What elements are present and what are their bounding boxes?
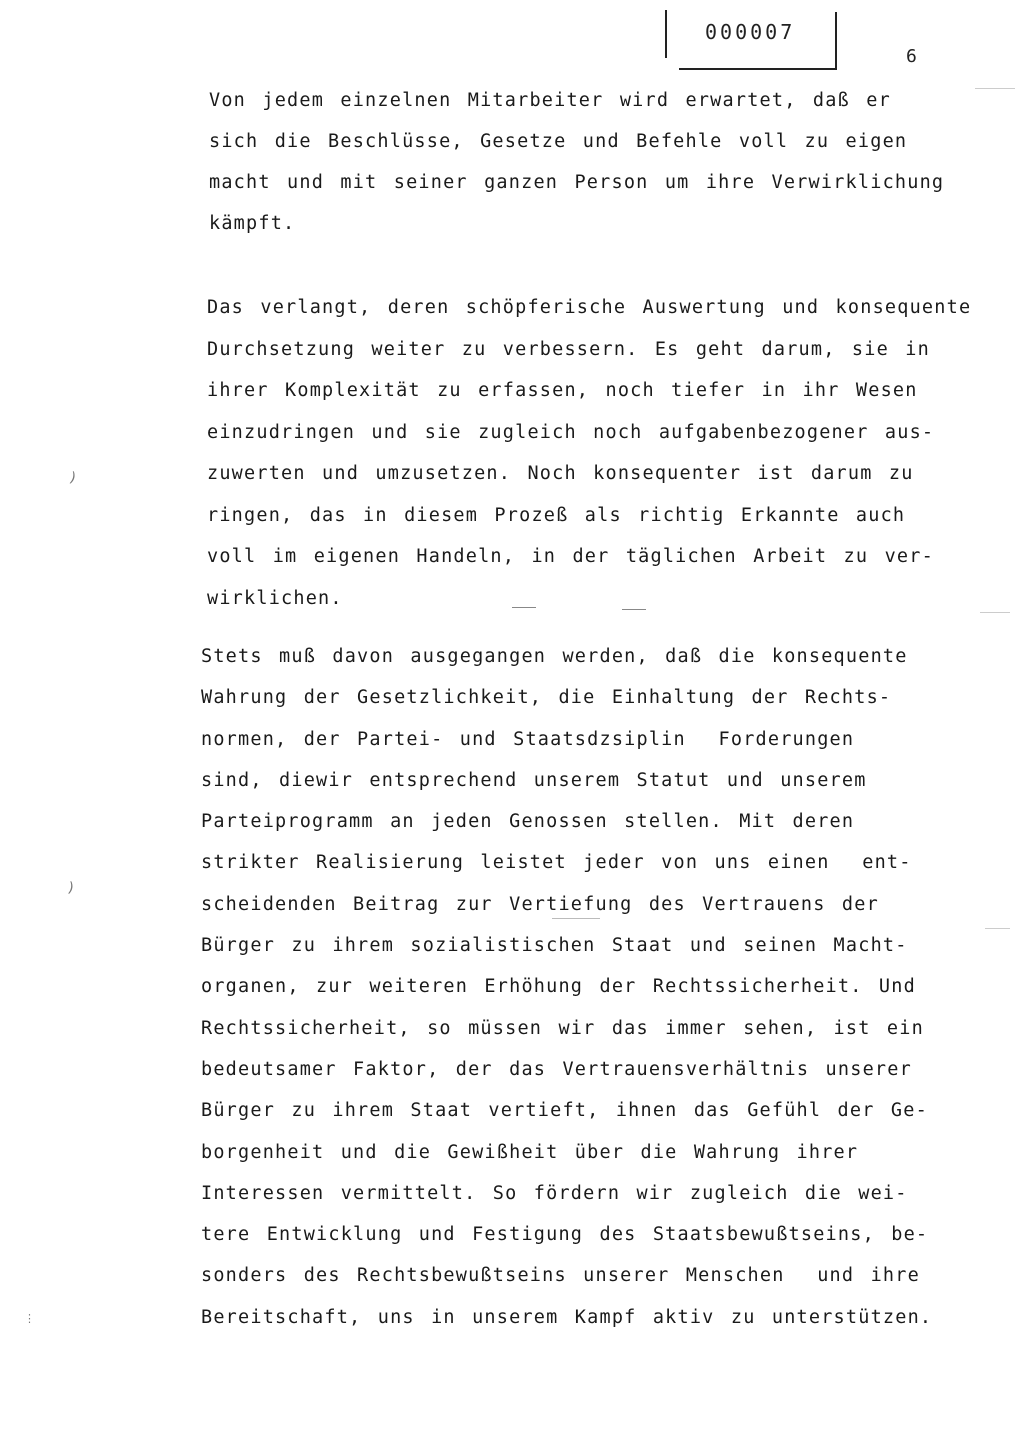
text-line: einzudringen und sie zugleich noch aufgabenbezogener aus- xyxy=(207,421,935,443)
text-line: strikter Realisierung leistet jeder von uns einen ent- xyxy=(201,852,912,874)
text-line: Bürger zu ihrem Staat vertieft, ihnen das Gefühl der Ge- xyxy=(201,1100,928,1122)
stamp-border-bottom xyxy=(679,68,837,70)
stamp-border-right xyxy=(835,12,837,70)
text-line: voll im eigenen Handeln, in der täglichen Arbeit zu ver- xyxy=(207,546,934,567)
text-line: Stets muß davon ausgegangen werden, daß die konsequente xyxy=(201,646,908,667)
page-number: 6 xyxy=(906,46,917,67)
text-line: organen, zur weiteren Erhöhung der Rechtssicherheit. Und xyxy=(201,976,916,998)
text-line: kämpft. xyxy=(209,213,296,234)
text-line: tere Entwicklung und Festigung des Staatsbewußtseins, be- xyxy=(201,1224,929,1246)
scan-mark xyxy=(980,612,1010,613)
text-line: wirklichen. xyxy=(207,587,343,609)
separator-dash-right xyxy=(622,609,646,610)
margin-mark-icon: ⋮ xyxy=(24,1312,35,1325)
stamp-border-left xyxy=(665,10,667,58)
text-line: Bürger zu ihrem sozialistischen Staat und seinen Macht- xyxy=(201,935,908,957)
text-line: sonders des Rechtsbewußtseins unserer Menschen und ihre xyxy=(201,1265,920,1287)
text-line: macht und mit seiner ganzen Person um ihre Verwirklichung xyxy=(209,172,945,193)
scan-mark xyxy=(552,918,600,919)
scan-mark xyxy=(975,88,1015,89)
archive-stamp xyxy=(665,8,837,68)
margin-mark-icon: ) xyxy=(68,469,78,487)
text-line: normen, der Partei- und Staatsdzsiplin Forderungen xyxy=(201,728,855,750)
text-line: Bereitschaft, uns in unserem Kampf aktiv zu unterstützen. xyxy=(201,1306,933,1328)
text-line: Durchsetzung weiter zu verbessern. Es geht darum, sie in xyxy=(207,338,930,360)
text-line: ringen, das in diesem Prozeß als richtig Erkannte auch xyxy=(207,504,906,526)
text-line: borgenheit und die Gewißheit über die Wahrung ihrer xyxy=(201,1141,859,1163)
text-line: Parteiprogramm an jeden Genossen stellen. Mit deren xyxy=(201,811,855,833)
text-line: Interessen vermittelt. So fördern wir zugleich die wei- xyxy=(201,1182,908,1204)
text-line: bedeutsamer Faktor, der das Vertrauensverhältnis unserer xyxy=(201,1058,912,1080)
text-line: Von jedem einzelnen Mitarbeiter wird erwartet, daß er xyxy=(209,90,891,111)
margin-mark-icon: ) xyxy=(66,879,75,897)
text-line: ihrer Komplexität zu erfassen, noch tiefer in ihr Wesen xyxy=(207,380,918,401)
text-line: sich die Beschlüsse, Gesetze und Befehle voll zu eigen xyxy=(209,131,908,152)
text-line: scheidenden Beitrag zur Vertiefung des Vertrauens der xyxy=(201,893,879,915)
paragraph-1 xyxy=(209,80,969,244)
text-line: Rechtssicherheit, so müssen wir das immer sehen, ist ein xyxy=(201,1017,924,1039)
text-line: zuwerten und umzusetzen. Noch konsequenter ist darum zu xyxy=(207,463,914,484)
separator-dash-left xyxy=(512,607,536,608)
text-line: Wahrung der Gesetzlichkeit, die Einhaltung der Rechts- xyxy=(201,687,892,709)
text-line: Das verlangt, deren schöpferische Auswertung und konsequente xyxy=(207,297,972,318)
text-line: sind, diewir entsprechend unserem Statut und unserem xyxy=(201,769,867,791)
paragraph-3 xyxy=(201,636,981,1338)
archive-number: 000007 xyxy=(705,20,796,44)
scan-mark xyxy=(985,928,1010,929)
paragraph-2 xyxy=(207,287,987,619)
